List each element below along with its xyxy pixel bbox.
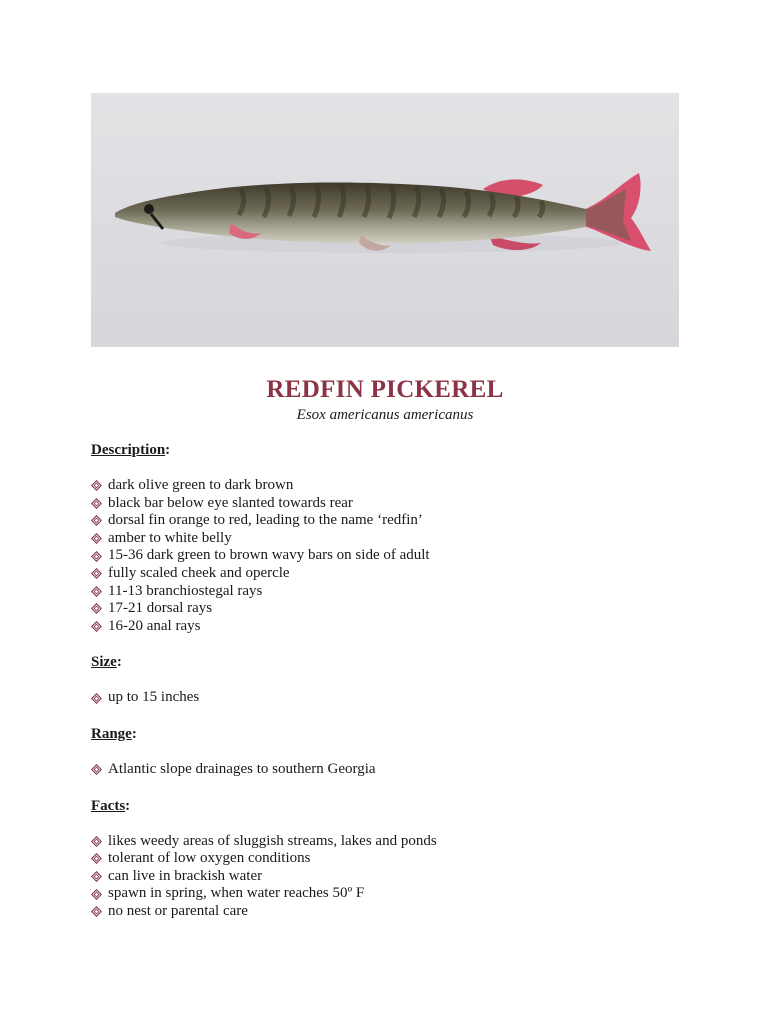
diamond-bullet-icon xyxy=(91,853,102,864)
diamond-bullet-icon xyxy=(91,603,102,614)
list-item-text: likes weedy areas of sluggish streams, lakes and ponds xyxy=(108,832,437,849)
diamond-bullet-icon xyxy=(91,871,102,882)
list-item xyxy=(91,689,691,707)
list-item xyxy=(91,477,691,495)
diamond-bullet-icon xyxy=(91,836,102,847)
list-item xyxy=(91,565,691,583)
list-item-text: 17-21 dorsal rays xyxy=(108,600,213,617)
diamond-bullet-icon xyxy=(91,568,102,579)
list-item-text: can live in brackish water xyxy=(108,867,263,884)
list-item xyxy=(91,833,691,851)
list-item xyxy=(91,761,691,779)
list-item-text: dorsal fin orange to red, leading to the name ‘redfin’ xyxy=(108,512,423,529)
diamond-bullet-icon xyxy=(91,693,102,704)
list-item-text: 15-36 dark green to brown wavy bars on side of adult xyxy=(108,547,430,564)
size-list xyxy=(91,689,691,707)
facts-list xyxy=(91,833,691,921)
list-item-text: dark olive green to dark brown xyxy=(108,477,294,493)
list-item-text: spawn in spring, when water reaches 50º F xyxy=(108,885,365,902)
section-heading-facts: Facts: xyxy=(91,797,131,814)
diamond-bullet-icon xyxy=(91,764,102,775)
list-item xyxy=(91,547,691,565)
list-item xyxy=(91,530,691,548)
list-item xyxy=(91,903,691,921)
diamond-bullet-icon xyxy=(91,533,102,544)
description-list xyxy=(91,477,691,635)
list-item-text: up to 15 inches xyxy=(108,689,200,706)
redfin-pickerel-image xyxy=(91,93,679,347)
diamond-bullet-icon xyxy=(91,586,102,597)
list-item-text: black bar below eye slanted towards rear xyxy=(108,494,353,511)
diamond-bullet-icon xyxy=(91,551,102,562)
list-item-text: Atlantic slope drainages to southern Georgia xyxy=(108,760,376,777)
diamond-bullet-icon xyxy=(91,498,102,509)
list-item xyxy=(91,868,691,886)
list-item xyxy=(91,583,691,601)
diamond-bullet-icon xyxy=(91,621,102,632)
list-item-text: amber to white belly xyxy=(108,529,232,546)
section-heading-range: Range: xyxy=(91,725,137,742)
list-item xyxy=(91,618,691,636)
list-item-text: tolerant of low oxygen conditions xyxy=(108,850,311,867)
section-heading-description: Description: xyxy=(91,442,171,458)
list-item-text: 16-20 anal rays xyxy=(108,617,201,634)
list-item-text: 11-13 branchiostegal rays xyxy=(108,582,263,599)
diamond-bullet-icon xyxy=(91,515,102,526)
range-list xyxy=(91,761,691,779)
fish-photo xyxy=(91,93,679,347)
list-item xyxy=(91,495,691,513)
list-item xyxy=(91,600,691,618)
list-item xyxy=(91,850,691,868)
diamond-bullet-icon xyxy=(91,906,102,917)
list-item-text: fully scaled cheek and opercle xyxy=(108,564,290,581)
diamond-bullet-icon xyxy=(91,480,102,491)
list-item-text: no nest or parental care xyxy=(108,902,248,919)
diamond-bullet-icon xyxy=(91,889,102,900)
list-item xyxy=(91,512,691,530)
scientific-name: Esox americanus americanus xyxy=(296,407,474,423)
list-item xyxy=(91,885,691,903)
section-heading-size: Size: xyxy=(91,654,122,671)
page-title: REDFIN PICKEREL xyxy=(266,376,504,403)
fact-sheet xyxy=(91,441,691,921)
